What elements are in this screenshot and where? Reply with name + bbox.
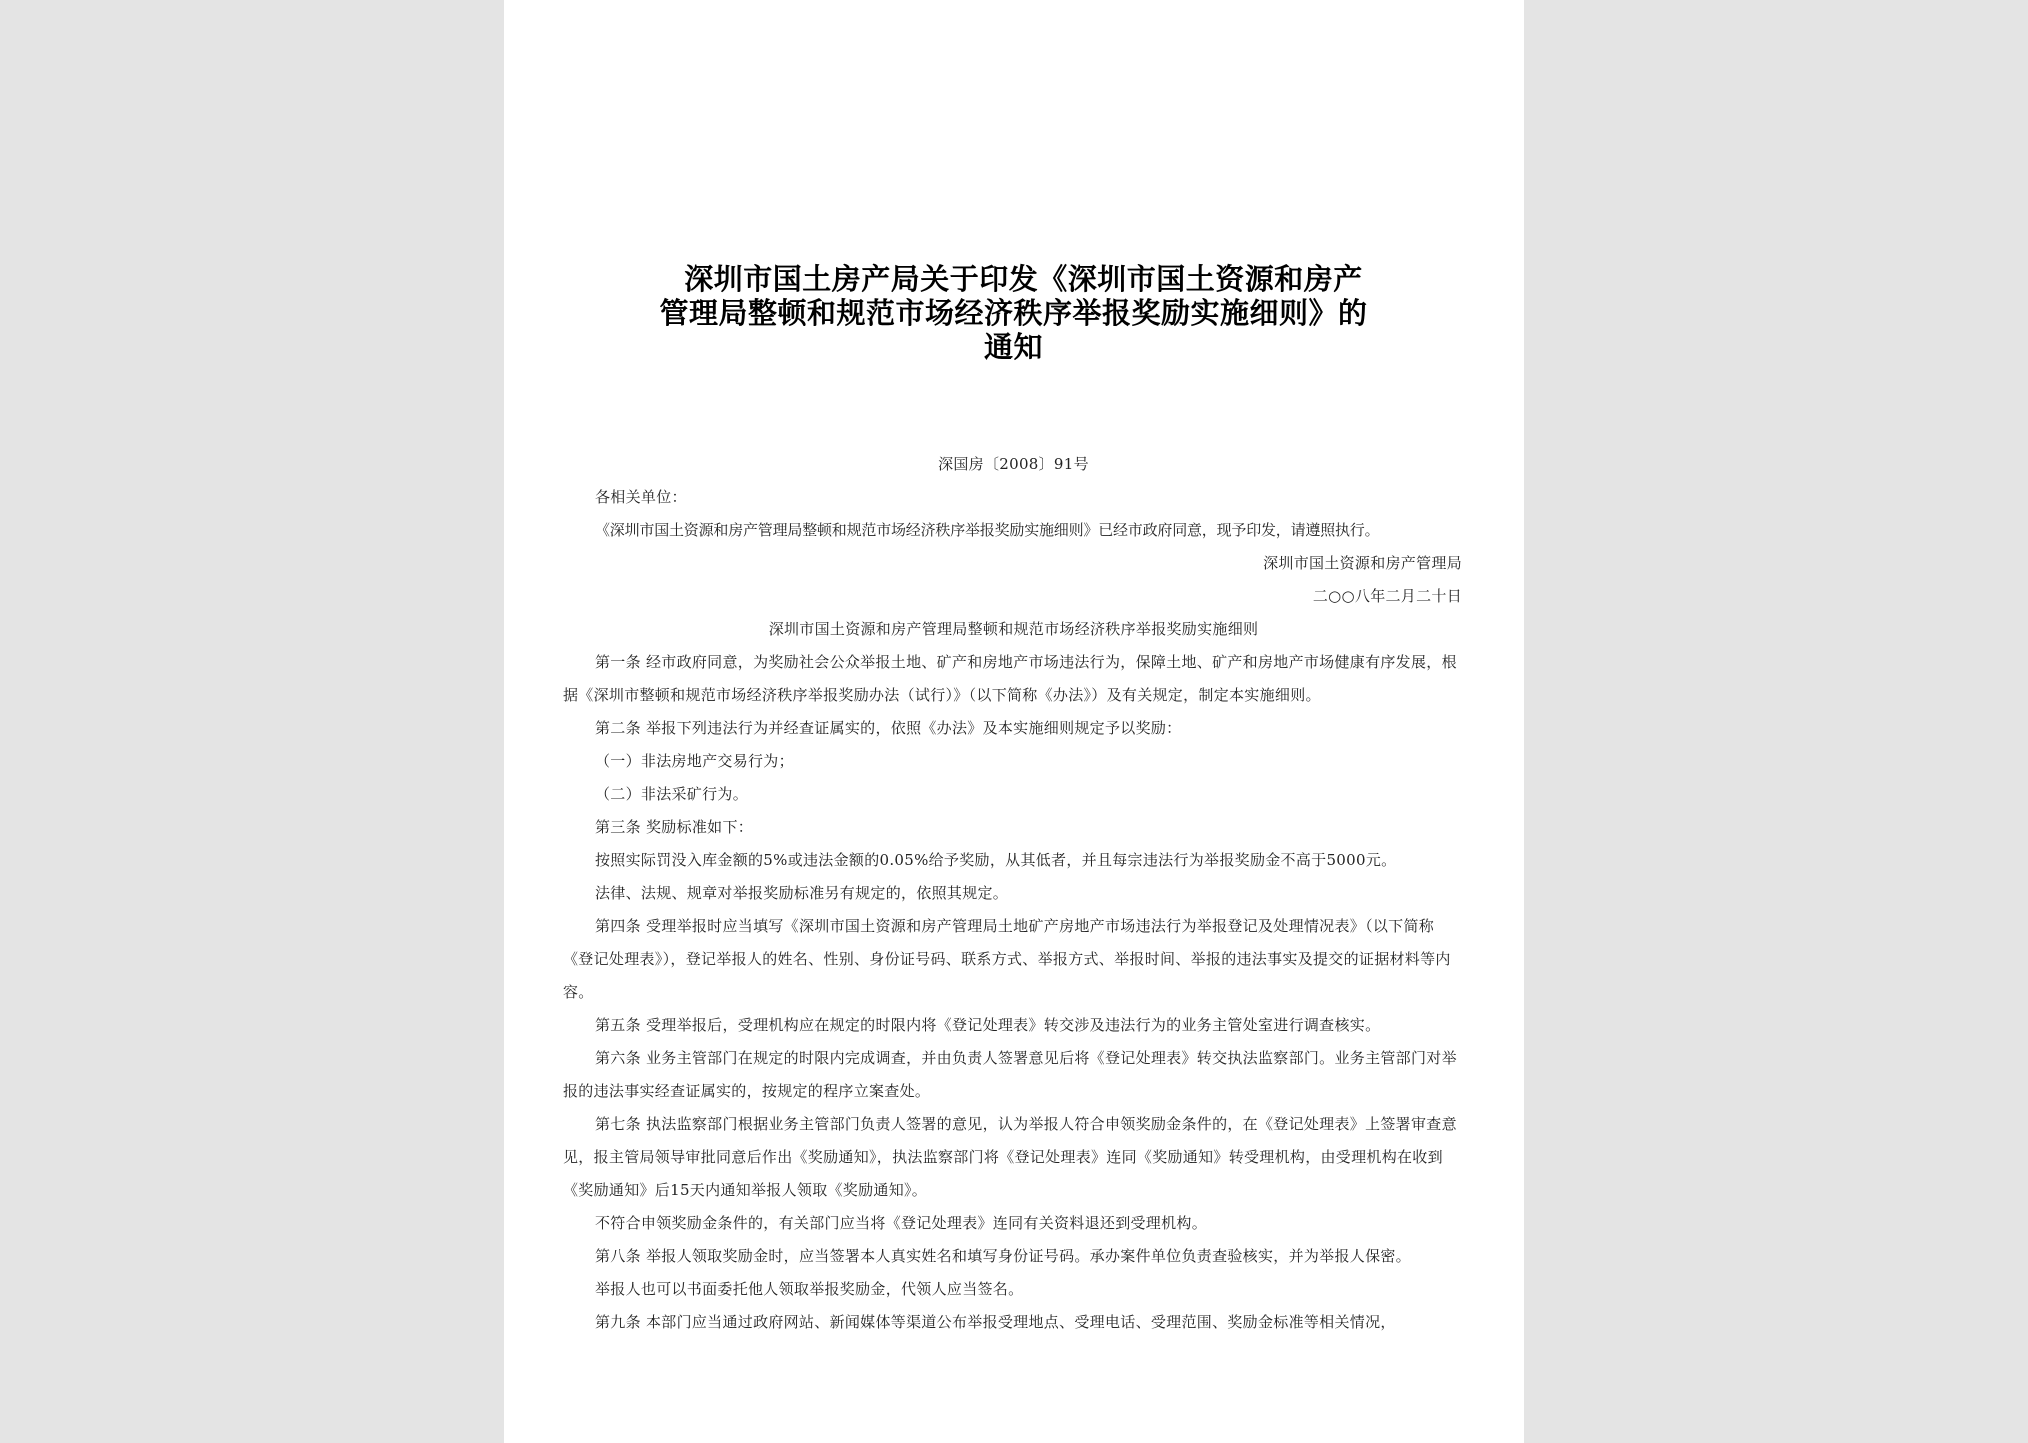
article-8-proxy: 举报人也可以书面委托他人领取举报奖励金，代领人应当签名。 bbox=[595, 1280, 1024, 1298]
article-2-item-2: （二）非法采矿行为。 bbox=[595, 785, 749, 803]
issuer: 深圳市国土资源和房产管理局 bbox=[1263, 554, 1462, 572]
document-page bbox=[504, 0, 1524, 1443]
intro-paragraph: 《深圳市国土资源和房产管理局整顿和规范市场经济秩序举报奖励实施细则》已经市政府同意，现予印发，请遵照执行。 bbox=[595, 521, 1380, 539]
issue-date: 二○○八年二月二十日 bbox=[1312, 587, 1462, 605]
title-line-3: 通知 bbox=[983, 330, 1043, 364]
salutation: 各相关单位： bbox=[595, 488, 687, 506]
article-6: 第六条 业务主管部门在规定的时限内完成调查，并由负责人签署意见后将《登记处理表》转交执法监察部门。业务主管部门对举报的违法事实经查证属实的，按规定的程序立案查处。 bbox=[563, 1049, 1457, 1100]
title-line-1: 深圳市国土房产局关于印发《深圳市国土资源和房产 bbox=[684, 262, 1363, 296]
article-1: 第一条 经市政府同意，为奖励社会公众举报土地、矿产和房地产市场违法行为，保障土地、矿产和房地产市场健康有序发展，根据《深圳市整顿和规范市场经济秩序举报奖励办法（试行）》（以下简称《办法》）及有关规定，制定本实施细则。 bbox=[563, 653, 1457, 704]
article-3: 第三条 奖励标准如下： bbox=[595, 818, 754, 836]
article-9: 第九条 本部门应当通过政府网站、新闻媒体等渠道公布举报受理地点、受理电话、受理范围、奖励金标准等相关情况， bbox=[595, 1313, 1396, 1331]
title-line-2: 管理局整顿和规范市场经济秩序举报奖励实施细则》的 bbox=[659, 296, 1368, 330]
rules-title: 深圳市国土资源和房产管理局整顿和规范市场经济秩序举报奖励实施细则 bbox=[768, 620, 1259, 638]
article-3-exception: 法律、法规、规章对举报奖励标准另有规定的，依照其规定。 bbox=[595, 884, 1009, 902]
article-3-standard: 按照实际罚没入库金额的5%或违法金额的0.05%给予奖励，从其低者，并且每宗违法行为举报奖励金不高于5000元。 bbox=[595, 851, 1397, 869]
article-5: 第五条 受理举报后，受理机构应在规定的时限内将《登记处理表》转交涉及违法行为的业务主管处室进行调查核实。 bbox=[595, 1016, 1381, 1034]
document-title bbox=[563, 262, 1464, 364]
article-8: 第八条 举报人领取奖励金时，应当签署本人真实姓名和填写身份证号码。承办案件单位负责查验核实，并为举报人保密。 bbox=[595, 1247, 1411, 1265]
document-number: 深国房〔2008〕91号 bbox=[938, 455, 1089, 473]
article-7-exception: 不符合申领奖励金条件的，有关部门应当将《登记处理表》连同有关资料退还到受理机构。 bbox=[595, 1214, 1208, 1232]
article-7: 第七条 执法监察部门根据业务主管部门负责人签署的意见，认为举报人符合申领奖励金条件的，在《登记处理表》上签署审查意见，报主管局领导审批同意后作出《奖励通知》，执法监察部门将《登记处理表》连同《奖励通知》转受理机构，由受理机构在收到《奖励通知》后15天内通知举报人领取《奖励通知》。 bbox=[563, 1115, 1457, 1199]
article-2-item-1: （一）非法房地产交易行为； bbox=[595, 752, 794, 770]
article-2: 第二条 举报下列违法行为并经查证属实的，依照《办法》及本实施细则规定予以奖励： bbox=[595, 719, 1182, 737]
article-4: 第四条 受理举报时应当填写《深圳市国土资源和房产管理局土地矿产房地产市场违法行为举报登记及处理情况表》（以下简称《登记处理表》），登记举报人的姓名、性别、身份证号码、联系方式、举报方式、举报时间、举报的违法事实及提交的证据材料等内容。 bbox=[563, 917, 1451, 1001]
document-body bbox=[563, 448, 1464, 1339]
